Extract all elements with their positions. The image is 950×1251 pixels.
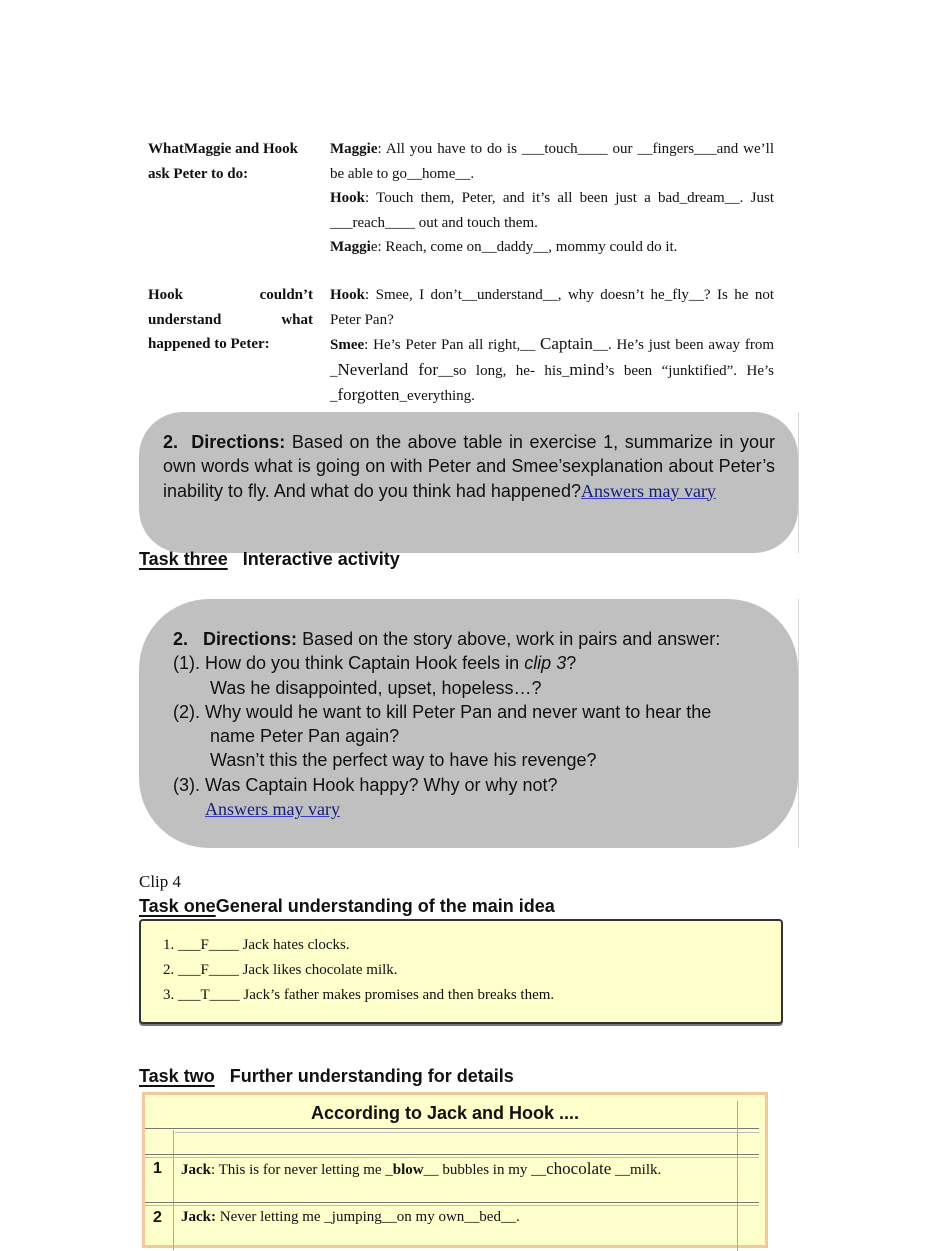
table-column-rule <box>173 1130 174 1250</box>
directions-number: 2. <box>163 432 179 452</box>
box-edge <box>798 599 799 848</box>
table-title: According to Jack and Hook .... <box>310 1103 580 1123</box>
speaker-name: Jack: <box>181 1209 216 1225</box>
speaker-name: Maggi <box>330 239 371 255</box>
row-number: 1 <box>153 1160 162 1177</box>
task-one-box <box>139 919 783 1024</box>
filled-answer: Captain <box>540 334 593 353</box>
task-title: General understanding of the main idea <box>215 896 555 916</box>
table-rule <box>145 1154 759 1155</box>
line-text: Never letting me _jumping__on my own__bed__. <box>216 1209 520 1225</box>
line-text: ’s been “junktified”. He’s _ <box>330 362 774 404</box>
task-two-heading <box>139 1066 514 1087</box>
speaker-name: Smee <box>330 337 365 353</box>
row-number: 2 <box>153 1209 162 1226</box>
answers-link[interactable]: Answers may vary <box>205 799 340 820</box>
task-two-table <box>142 1092 768 1248</box>
answers-link[interactable]: Answers may vary <box>580 480 716 501</box>
table-rule <box>145 1128 759 1129</box>
speaker-name: Hook <box>330 287 366 303</box>
question-2: (2). Why would he want to kill Peter Pan and never want to hear the <box>173 701 712 722</box>
table-rule <box>145 1205 759 1206</box>
task-three-heading <box>139 549 400 570</box>
directions-text-2 <box>173 627 773 821</box>
line-text: __. He’s just been away from _ <box>330 337 774 379</box>
row-label: WhatMaggie and Hook ask Peter to do: <box>148 141 299 182</box>
line-text: __milk. <box>611 1162 662 1178</box>
table-row <box>181 1209 520 1226</box>
line-text: __so long, he- his_ <box>438 362 570 379</box>
dialogue-line <box>330 235 774 260</box>
question-2-cont: name Peter Pan again? <box>210 726 400 747</box>
question-1-sub: Was he disappointed, upset, hopeless…? <box>210 677 542 698</box>
row-label: Hook couldn’t understand what happened to Peter: <box>148 287 313 352</box>
dialogue-line <box>330 137 774 186</box>
dialogue-line <box>330 332 774 409</box>
directions-intro: Based on the story above, work in pairs and answer: <box>297 629 721 649</box>
task-label: Task two <box>139 1066 215 1086</box>
table-row <box>181 1159 661 1179</box>
directions-body: Based on the above table in exercise 1, summarize in your own words what is going on with Peter and Smee’sexplanation about Peter’s inability to fly. And what do you think had happened? <box>163 432 775 501</box>
exercise-row-1 <box>148 137 774 260</box>
speaker-name: blow <box>392 1162 424 1178</box>
table-rule <box>145 1202 759 1203</box>
filled-answer: Neverland for <box>337 359 439 379</box>
dialogue-line <box>330 283 774 332</box>
line-text: e: Reach, come on__daddy__, mommy could do it. <box>370 239 678 255</box>
question-3: (3). Was Captain Hook happy? Why or why not? <box>173 774 558 795</box>
filled-answer: mind <box>569 359 605 379</box>
task-title: Further understanding for details <box>229 1066 514 1086</box>
directions-number: 2. <box>173 629 189 649</box>
speaker-name: Maggie <box>330 141 378 157</box>
speaker-name: Hook <box>330 190 366 206</box>
row-dialogue <box>330 283 774 409</box>
table-rule <box>145 1157 759 1158</box>
filled-answer: chocolate <box>546 1159 612 1178</box>
true-false-list <box>163 933 554 1008</box>
line-text: : He’s Peter Pan all right,__ <box>364 337 541 353</box>
line-text: _everything. <box>399 388 475 404</box>
question-1 <box>173 651 773 675</box>
directions-label: Directions: <box>203 629 298 649</box>
row-dialogue <box>330 137 774 260</box>
speaker-name: Jack <box>181 1162 211 1178</box>
question-text-end: ? <box>566 653 577 674</box>
list-item: 2. ___F____ Jack likes chocolate milk. <box>163 962 398 978</box>
line-text: : Smee, I don’t__understand__, why doesn’t he_fly__? Is he not Peter Pan? <box>330 287 774 328</box>
clip-label: Clip 4 <box>139 872 182 891</box>
table-column-rule <box>737 1101 738 1251</box>
line-text: __ bubbles in my __ <box>423 1162 547 1178</box>
question-emphasis: clip 3 <box>524 653 567 674</box>
filled-answer: forgotten <box>337 385 400 404</box>
box-edge <box>798 412 799 553</box>
line-text: : Touch them, Peter, and it’s all been just a bad_dream__. Just ___reach____ out and touch them. <box>330 190 774 231</box>
directions-label: Directions: <box>191 432 286 452</box>
list-item: 3. ___T____ Jack’s father makes promises and then breaks them. <box>163 987 555 1003</box>
line-text: : This is for never letting me _ <box>211 1162 393 1178</box>
line-text: : All you have to do is ___touch____ our __fingers___and we’ll be able to go__home__. <box>330 141 774 182</box>
task-label: Task three <box>139 549 228 569</box>
question-2-sub: Wasn’t this the perfect way to have his revenge? <box>210 750 597 771</box>
task-title: Interactive activity <box>242 549 400 569</box>
table-rule <box>175 1132 759 1133</box>
task-one-heading <box>139 896 555 917</box>
task-label: Task one <box>139 896 216 916</box>
list-item: 1. ___F____ Jack hates clocks. <box>163 937 350 953</box>
dialogue-line <box>330 186 774 235</box>
question-text: (1). How do you think Captain Hook feels in <box>173 653 525 674</box>
exercise-row-2 <box>148 283 774 409</box>
directions-text-1 <box>163 430 775 503</box>
